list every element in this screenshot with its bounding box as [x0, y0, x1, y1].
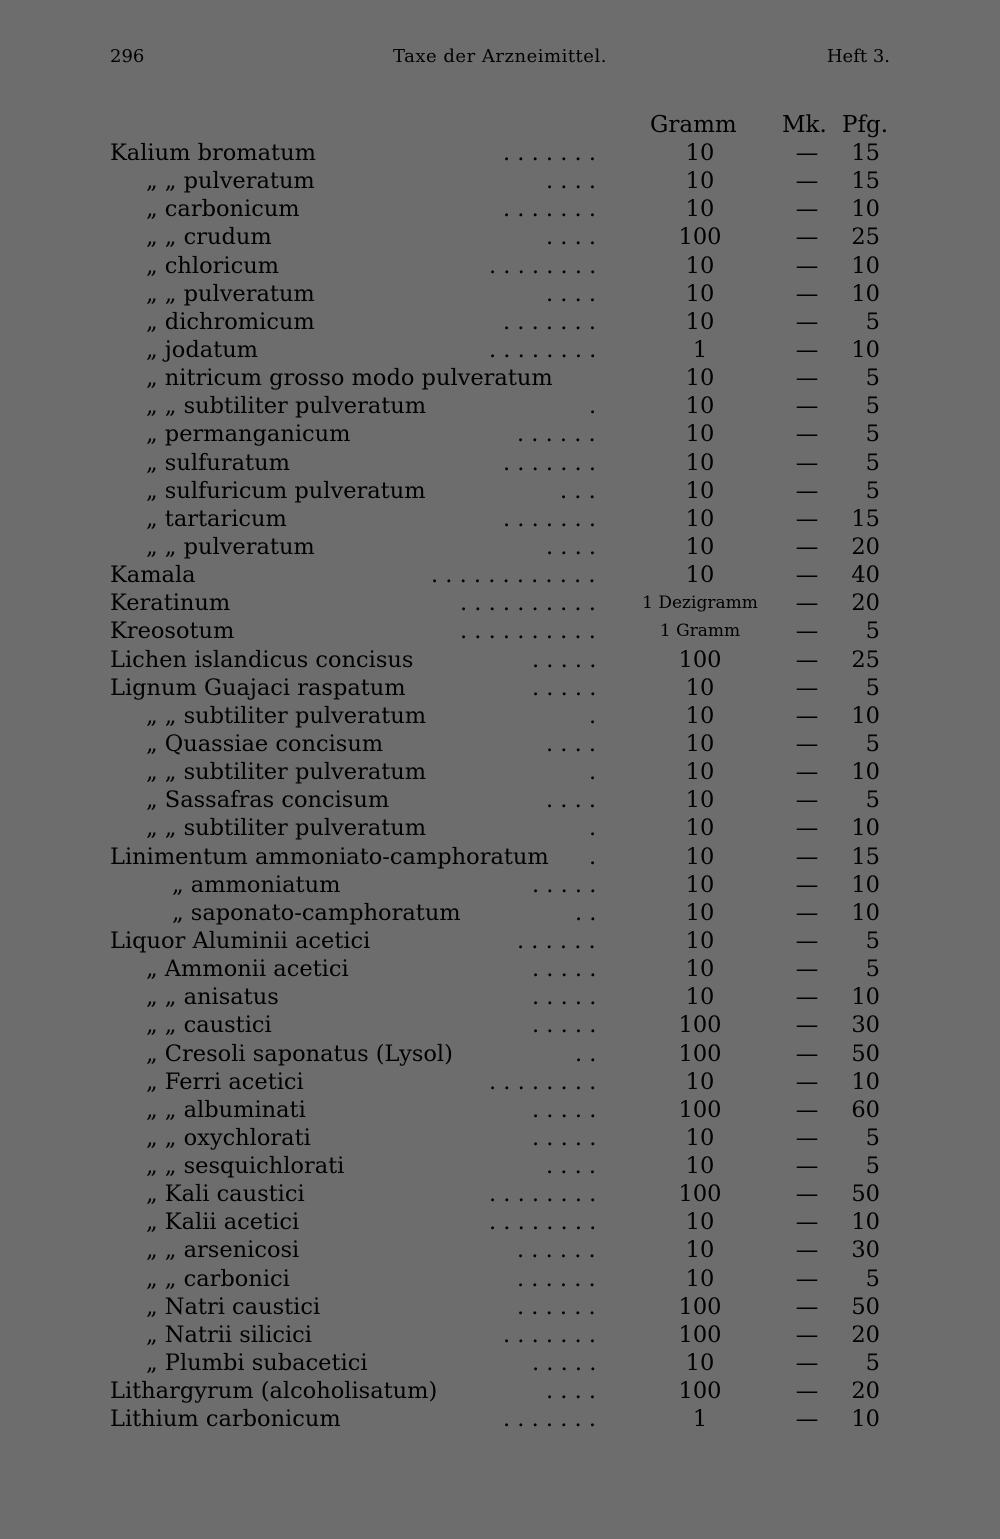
leader-dots: . . . . . .	[517, 1293, 596, 1320]
gramm-cell: 100	[678, 1378, 722, 1405]
pfg-cell: 10	[851, 1068, 880, 1095]
heft-label: Heft 3.	[826, 46, 890, 67]
pfg-cell: 10	[851, 336, 880, 363]
table-row	[0, 589, 1000, 617]
item-name: „ permanganicum	[146, 421, 351, 448]
pfg-cell: 50	[851, 1293, 880, 1320]
pfg-cell: 10	[851, 280, 880, 307]
item-name: „ „ caustici	[146, 1012, 272, 1039]
gramm-cell: 100	[678, 1040, 722, 1067]
gramm-cell: 10	[685, 1068, 715, 1095]
leader-dots: . . . . .	[532, 1350, 597, 1377]
mk-cell: —	[795, 336, 819, 363]
pfg-cell: 5	[865, 1265, 880, 1292]
item-name: „ „ anisatus	[146, 984, 279, 1011]
table-row	[0, 646, 1000, 674]
item-name: „ jodatum	[146, 336, 259, 363]
gramm-cell: 10	[685, 421, 715, 448]
table-row	[0, 139, 1000, 167]
pfg-cell: 50	[851, 1040, 880, 1067]
table-row	[0, 1068, 1000, 1096]
mk-cell: —	[795, 1153, 819, 1180]
leader-dots: . . . . . . .	[503, 505, 596, 532]
gramm-cell: 10	[685, 365, 715, 392]
column-header-pfg: Pfg.	[842, 112, 889, 138]
table-row	[0, 843, 1000, 871]
leader-dots: . . . . . . .	[503, 1406, 596, 1433]
leader-dots: . . . . . .	[517, 1265, 596, 1292]
pfg-cell: 10	[851, 1209, 880, 1236]
column-headers	[0, 112, 1000, 140]
pfg-cell: 5	[865, 674, 880, 701]
leader-dots: . . . . .	[532, 1096, 597, 1123]
item-name: „ Quassiae concisum	[146, 730, 384, 757]
mk-cell: —	[795, 927, 819, 954]
item-name: „ „ subtiliter pulveratum	[146, 759, 427, 786]
table-row	[0, 702, 1000, 730]
table-row	[0, 927, 1000, 955]
pfg-cell: 25	[851, 646, 880, 673]
item-name: „ Ammonii acetici	[146, 956, 349, 983]
pfg-cell: 5	[865, 1153, 880, 1180]
table-row	[0, 1265, 1000, 1293]
leader-dots: . . . . . . . .	[489, 336, 597, 363]
leader-dots: . . . . . . .	[503, 308, 596, 335]
gramm-cell: 10	[685, 449, 715, 476]
item-name: „ ammoniatum	[172, 871, 341, 898]
gramm-cell: 1 Dezigramm	[642, 593, 758, 614]
pfg-cell: 5	[865, 1124, 880, 1151]
item-name: „ Ferri acetici	[146, 1068, 304, 1095]
item-name: Kreosotum	[110, 618, 235, 645]
mk-cell: —	[795, 1012, 819, 1039]
item-name: „ „ subtiliter pulveratum	[146, 815, 427, 842]
leader-dots: . . . . .	[532, 1124, 597, 1151]
table-row	[0, 1096, 1000, 1124]
pfg-cell: 10	[851, 759, 880, 786]
leader-dots: . . . . . .	[517, 421, 596, 448]
mk-cell: —	[795, 1350, 819, 1377]
leader-dots: . .	[575, 899, 597, 926]
item-name: „ tartaricum	[146, 505, 287, 532]
item-name: Lichen islandicus concisus	[110, 646, 414, 673]
table-row	[0, 561, 1000, 589]
gramm-cell: 10	[685, 280, 715, 307]
leader-dots: .	[589, 759, 597, 786]
mk-cell: —	[795, 252, 819, 279]
pfg-cell: 20	[851, 1378, 880, 1405]
pfg-cell: 10	[851, 871, 880, 898]
item-name: „ saponato-camphoratum	[172, 899, 461, 926]
table-row	[0, 364, 1000, 392]
item-name: „ „ subtiliter pulveratum	[146, 702, 427, 729]
item-name: Lignum Guajaci raspatum	[110, 674, 406, 701]
mk-cell: —	[795, 702, 819, 729]
gramm-cell: 10	[685, 562, 715, 589]
mk-cell: —	[795, 618, 819, 645]
gramm-cell: 100	[678, 1012, 722, 1039]
gramm-cell: 10	[685, 956, 715, 983]
leader-dots: . . . . . . . . . . . .	[431, 562, 596, 589]
table-row	[0, 308, 1000, 336]
pfg-cell: 60	[851, 1096, 880, 1123]
leader-dots: . . . .	[546, 1378, 597, 1405]
item-name: „ „ subtiliter pulveratum	[146, 393, 427, 420]
gramm-cell: 1	[692, 1406, 708, 1433]
item-name: „ „ sesquichlorati	[146, 1153, 345, 1180]
gramm-cell: 10	[685, 730, 715, 757]
gramm-cell: 100	[678, 1293, 722, 1320]
table-row	[0, 195, 1000, 223]
table-row	[0, 1011, 1000, 1039]
pfg-cell: 10	[851, 1406, 880, 1433]
table-row	[0, 899, 1000, 927]
item-name: Kalium bromatum	[110, 140, 316, 166]
mk-cell: —	[795, 280, 819, 307]
pfg-cell: 20	[851, 590, 880, 617]
leader-dots: . . . .	[546, 730, 597, 757]
table-row	[0, 1405, 1000, 1433]
table-row	[0, 617, 1000, 645]
mk-cell: —	[795, 421, 819, 448]
price-list	[0, 139, 1000, 1433]
pfg-cell: 10	[851, 702, 880, 729]
mk-cell: —	[795, 477, 819, 504]
leader-dots: . . . . . . .	[503, 1321, 596, 1348]
table-row	[0, 1208, 1000, 1236]
gramm-cell: 10	[685, 984, 715, 1011]
table-row	[0, 955, 1000, 983]
page-number: 296	[110, 46, 145, 67]
mk-cell: —	[795, 1068, 819, 1095]
mk-cell: —	[795, 168, 819, 195]
leader-dots: . . . .	[546, 787, 597, 814]
item-name: „ „ arsenicosi	[146, 1237, 300, 1264]
pfg-cell: 5	[865, 449, 880, 476]
item-name: „ sulfuricum pulveratum	[146, 477, 426, 504]
leader-dots: . . . .	[546, 168, 597, 195]
pfg-cell: 20	[851, 1321, 880, 1348]
gramm-cell: 100	[678, 224, 722, 251]
pfg-cell: 10	[851, 899, 880, 926]
mk-cell: —	[795, 1040, 819, 1067]
leader-dots: . . . .	[546, 224, 597, 251]
leader-dots: .	[589, 843, 597, 870]
table-row	[0, 758, 1000, 786]
leader-dots: . . . . . . . . . .	[460, 590, 596, 617]
table-row	[0, 280, 1000, 308]
mk-cell: —	[795, 1378, 819, 1405]
table-row	[0, 420, 1000, 448]
running-title: Taxe der Arzneimittel.	[393, 46, 607, 67]
leader-dots: . . . . .	[532, 871, 597, 898]
leader-dots: . . . . . . . . . .	[460, 618, 596, 645]
item-name: Lithargyrum (alcoholisatum)	[110, 1378, 438, 1405]
leader-dots: . . . .	[546, 1153, 597, 1180]
leader-dots: . . . . . . .	[503, 196, 596, 223]
mk-cell: —	[795, 140, 819, 166]
page-header	[110, 46, 890, 76]
pfg-cell: 25	[851, 224, 880, 251]
leader-dots: . . . . .	[532, 646, 597, 673]
table-row	[0, 1124, 1000, 1152]
gramm-cell: 10	[685, 871, 715, 898]
gramm-cell: 100	[678, 1181, 722, 1208]
leader-dots: . . . . . . . .	[489, 1181, 597, 1208]
leader-dots: . . . .	[546, 533, 597, 560]
pfg-cell: 15	[851, 505, 880, 532]
pfg-cell: 10	[851, 196, 880, 223]
table-row	[0, 1321, 1000, 1349]
pfg-cell: 5	[865, 618, 880, 645]
table-row	[0, 505, 1000, 533]
gramm-cell: 10	[685, 168, 715, 195]
pfg-cell: 15	[851, 168, 880, 195]
mk-cell: —	[795, 1237, 819, 1264]
gramm-cell: 10	[685, 252, 715, 279]
table-row	[0, 336, 1000, 364]
item-name: „ „ pulveratum	[146, 168, 315, 195]
leader-dots: . . . . .	[532, 1012, 597, 1039]
leader-dots: .	[589, 702, 597, 729]
pfg-cell: 10	[851, 984, 880, 1011]
pfg-cell: 5	[865, 787, 880, 814]
pfg-cell: 5	[865, 927, 880, 954]
mk-cell: —	[795, 224, 819, 251]
column-header-gramm: Gramm	[650, 112, 737, 138]
leader-dots: . . . . . .	[517, 927, 596, 954]
item-name: „ „ pulveratum	[146, 533, 315, 560]
item-name: Lithium carbonicum	[110, 1406, 341, 1433]
mk-cell: —	[795, 308, 819, 335]
pfg-cell: 30	[851, 1012, 880, 1039]
mk-cell: —	[795, 759, 819, 786]
item-name: Kamala	[110, 562, 196, 589]
table-row	[0, 449, 1000, 477]
table-row	[0, 814, 1000, 842]
gramm-cell: 10	[685, 843, 715, 870]
gramm-cell: 10	[685, 393, 715, 420]
item-name: „ „ carbonici	[146, 1265, 290, 1292]
leader-dots: . . . . . . .	[503, 140, 596, 166]
mk-cell: —	[795, 505, 819, 532]
leader-dots: . . . . .	[532, 984, 597, 1011]
leader-dots: . . . . . . . .	[489, 252, 597, 279]
table-row	[0, 1180, 1000, 1208]
item-name: „ Cresoli saponatus (Lysol)	[146, 1040, 453, 1067]
mk-cell: —	[795, 1265, 819, 1292]
mk-cell: —	[795, 984, 819, 1011]
leader-dots: .	[589, 393, 597, 420]
leader-dots: . . . . . .	[517, 1237, 596, 1264]
item-name: Keratinum	[110, 590, 231, 617]
table-row	[0, 786, 1000, 814]
table-row	[0, 1152, 1000, 1180]
gramm-cell: 1	[692, 336, 708, 363]
pfg-cell: 30	[851, 1237, 880, 1264]
item-name: „ nitricum grosso modo pulveratum	[146, 365, 553, 392]
gramm-cell: 10	[685, 759, 715, 786]
item-name: „ Kali caustici	[146, 1181, 305, 1208]
leader-dots: . . . . . . . .	[489, 1209, 597, 1236]
pfg-cell: 5	[865, 730, 880, 757]
pfg-cell: 5	[865, 421, 880, 448]
table-row	[0, 167, 1000, 195]
table-row	[0, 871, 1000, 899]
gramm-cell: 10	[685, 1124, 715, 1151]
item-name: Liquor Aluminii acetici	[110, 927, 371, 954]
pfg-cell: 5	[865, 365, 880, 392]
pfg-cell: 5	[865, 477, 880, 504]
gramm-cell: 1 Gramm	[659, 621, 741, 642]
gramm-cell: 10	[685, 1265, 715, 1292]
table-row	[0, 392, 1000, 420]
gramm-cell: 10	[685, 1350, 715, 1377]
pfg-cell: 5	[865, 393, 880, 420]
item-name: „ „ oxychlorati	[146, 1124, 311, 1151]
leader-dots: . .	[575, 1040, 597, 1067]
mk-cell: —	[795, 1293, 819, 1320]
pfg-cell: 5	[865, 1350, 880, 1377]
pfg-cell: 10	[851, 815, 880, 842]
mk-cell: —	[795, 393, 819, 420]
pfg-cell: 5	[865, 956, 880, 983]
table-row	[0, 1377, 1000, 1405]
gramm-cell: 10	[685, 1153, 715, 1180]
mk-cell: —	[795, 815, 819, 842]
item-name: „ „ albuminati	[146, 1096, 306, 1123]
table-row	[0, 983, 1000, 1011]
mk-cell: —	[795, 956, 819, 983]
item-name: „ Plumbi subacetici	[146, 1350, 368, 1377]
column-header-mk: Mk.	[782, 112, 827, 138]
pfg-cell: 50	[851, 1181, 880, 1208]
mk-cell: —	[795, 1096, 819, 1123]
mk-cell: —	[795, 1406, 819, 1433]
gramm-cell: 100	[678, 1321, 722, 1348]
table-row	[0, 533, 1000, 561]
mk-cell: —	[795, 449, 819, 476]
gramm-cell: 10	[685, 899, 715, 926]
pfg-cell: 5	[865, 308, 880, 335]
item-name: „ Kalii acetici	[146, 1209, 300, 1236]
gramm-cell: 10	[685, 674, 715, 701]
item-name: „ „ crudum	[146, 224, 272, 251]
table-row	[0, 223, 1000, 251]
item-name: „ Natri caustici	[146, 1293, 321, 1320]
table-row	[0, 1293, 1000, 1321]
item-name: „ dichromicum	[146, 308, 315, 335]
table-row	[0, 1236, 1000, 1264]
item-name: „ Natrii silicici	[146, 1321, 312, 1348]
pfg-cell: 10	[851, 252, 880, 279]
gramm-cell: 100	[678, 1096, 722, 1123]
mk-cell: —	[795, 1209, 819, 1236]
mk-cell: —	[795, 730, 819, 757]
table-row	[0, 252, 1000, 280]
mk-cell: —	[795, 1321, 819, 1348]
gramm-cell: 10	[685, 1237, 715, 1264]
gramm-cell: 10	[685, 308, 715, 335]
item-name: „ carbonicum	[146, 196, 300, 223]
gramm-cell: 100	[678, 646, 722, 673]
mk-cell: —	[795, 843, 819, 870]
mk-cell: —	[795, 196, 819, 223]
pfg-cell: 40	[851, 562, 880, 589]
leader-dots: . . .	[560, 477, 596, 504]
gramm-cell: 10	[685, 140, 715, 166]
gramm-cell: 10	[685, 1209, 715, 1236]
leader-dots: .	[589, 815, 597, 842]
table-row	[0, 730, 1000, 758]
item-name: „ chloricum	[146, 252, 280, 279]
item-name: „ „ pulveratum	[146, 280, 315, 307]
mk-cell: —	[795, 899, 819, 926]
mk-cell: —	[795, 871, 819, 898]
mk-cell: —	[795, 562, 819, 589]
leader-dots: . . . .	[546, 280, 597, 307]
mk-cell: —	[795, 365, 819, 392]
leader-dots: . . . . .	[532, 674, 597, 701]
mk-cell: —	[795, 787, 819, 814]
mk-cell: —	[795, 1181, 819, 1208]
gramm-cell: 10	[685, 533, 715, 560]
mk-cell: —	[795, 533, 819, 560]
gramm-cell: 10	[685, 815, 715, 842]
mk-cell: —	[795, 646, 819, 673]
pfg-cell: 15	[851, 140, 880, 166]
table-row	[0, 674, 1000, 702]
table-row	[0, 477, 1000, 505]
mk-cell: —	[795, 590, 819, 617]
mk-cell: —	[795, 1124, 819, 1151]
gramm-cell: 10	[685, 927, 715, 954]
leader-dots: . . . . . . .	[503, 449, 596, 476]
pfg-cell: 15	[851, 843, 880, 870]
gramm-cell: 10	[685, 196, 715, 223]
mk-cell: —	[795, 674, 819, 701]
item-name: „ Sassafras concisum	[146, 787, 390, 814]
leader-dots: . . . . . . . .	[489, 1068, 597, 1095]
item-name: Linimentum ammoniato-camphoratum	[110, 843, 549, 870]
gramm-cell: 10	[685, 702, 715, 729]
item-name: „ sulfuratum	[146, 449, 290, 476]
gramm-cell: 10	[685, 505, 715, 532]
leader-dots: . . . . .	[532, 956, 597, 983]
table-row	[0, 1349, 1000, 1377]
gramm-cell: 10	[685, 787, 715, 814]
pfg-cell: 20	[851, 533, 880, 560]
table-row	[0, 1040, 1000, 1068]
gramm-cell: 10	[685, 477, 715, 504]
